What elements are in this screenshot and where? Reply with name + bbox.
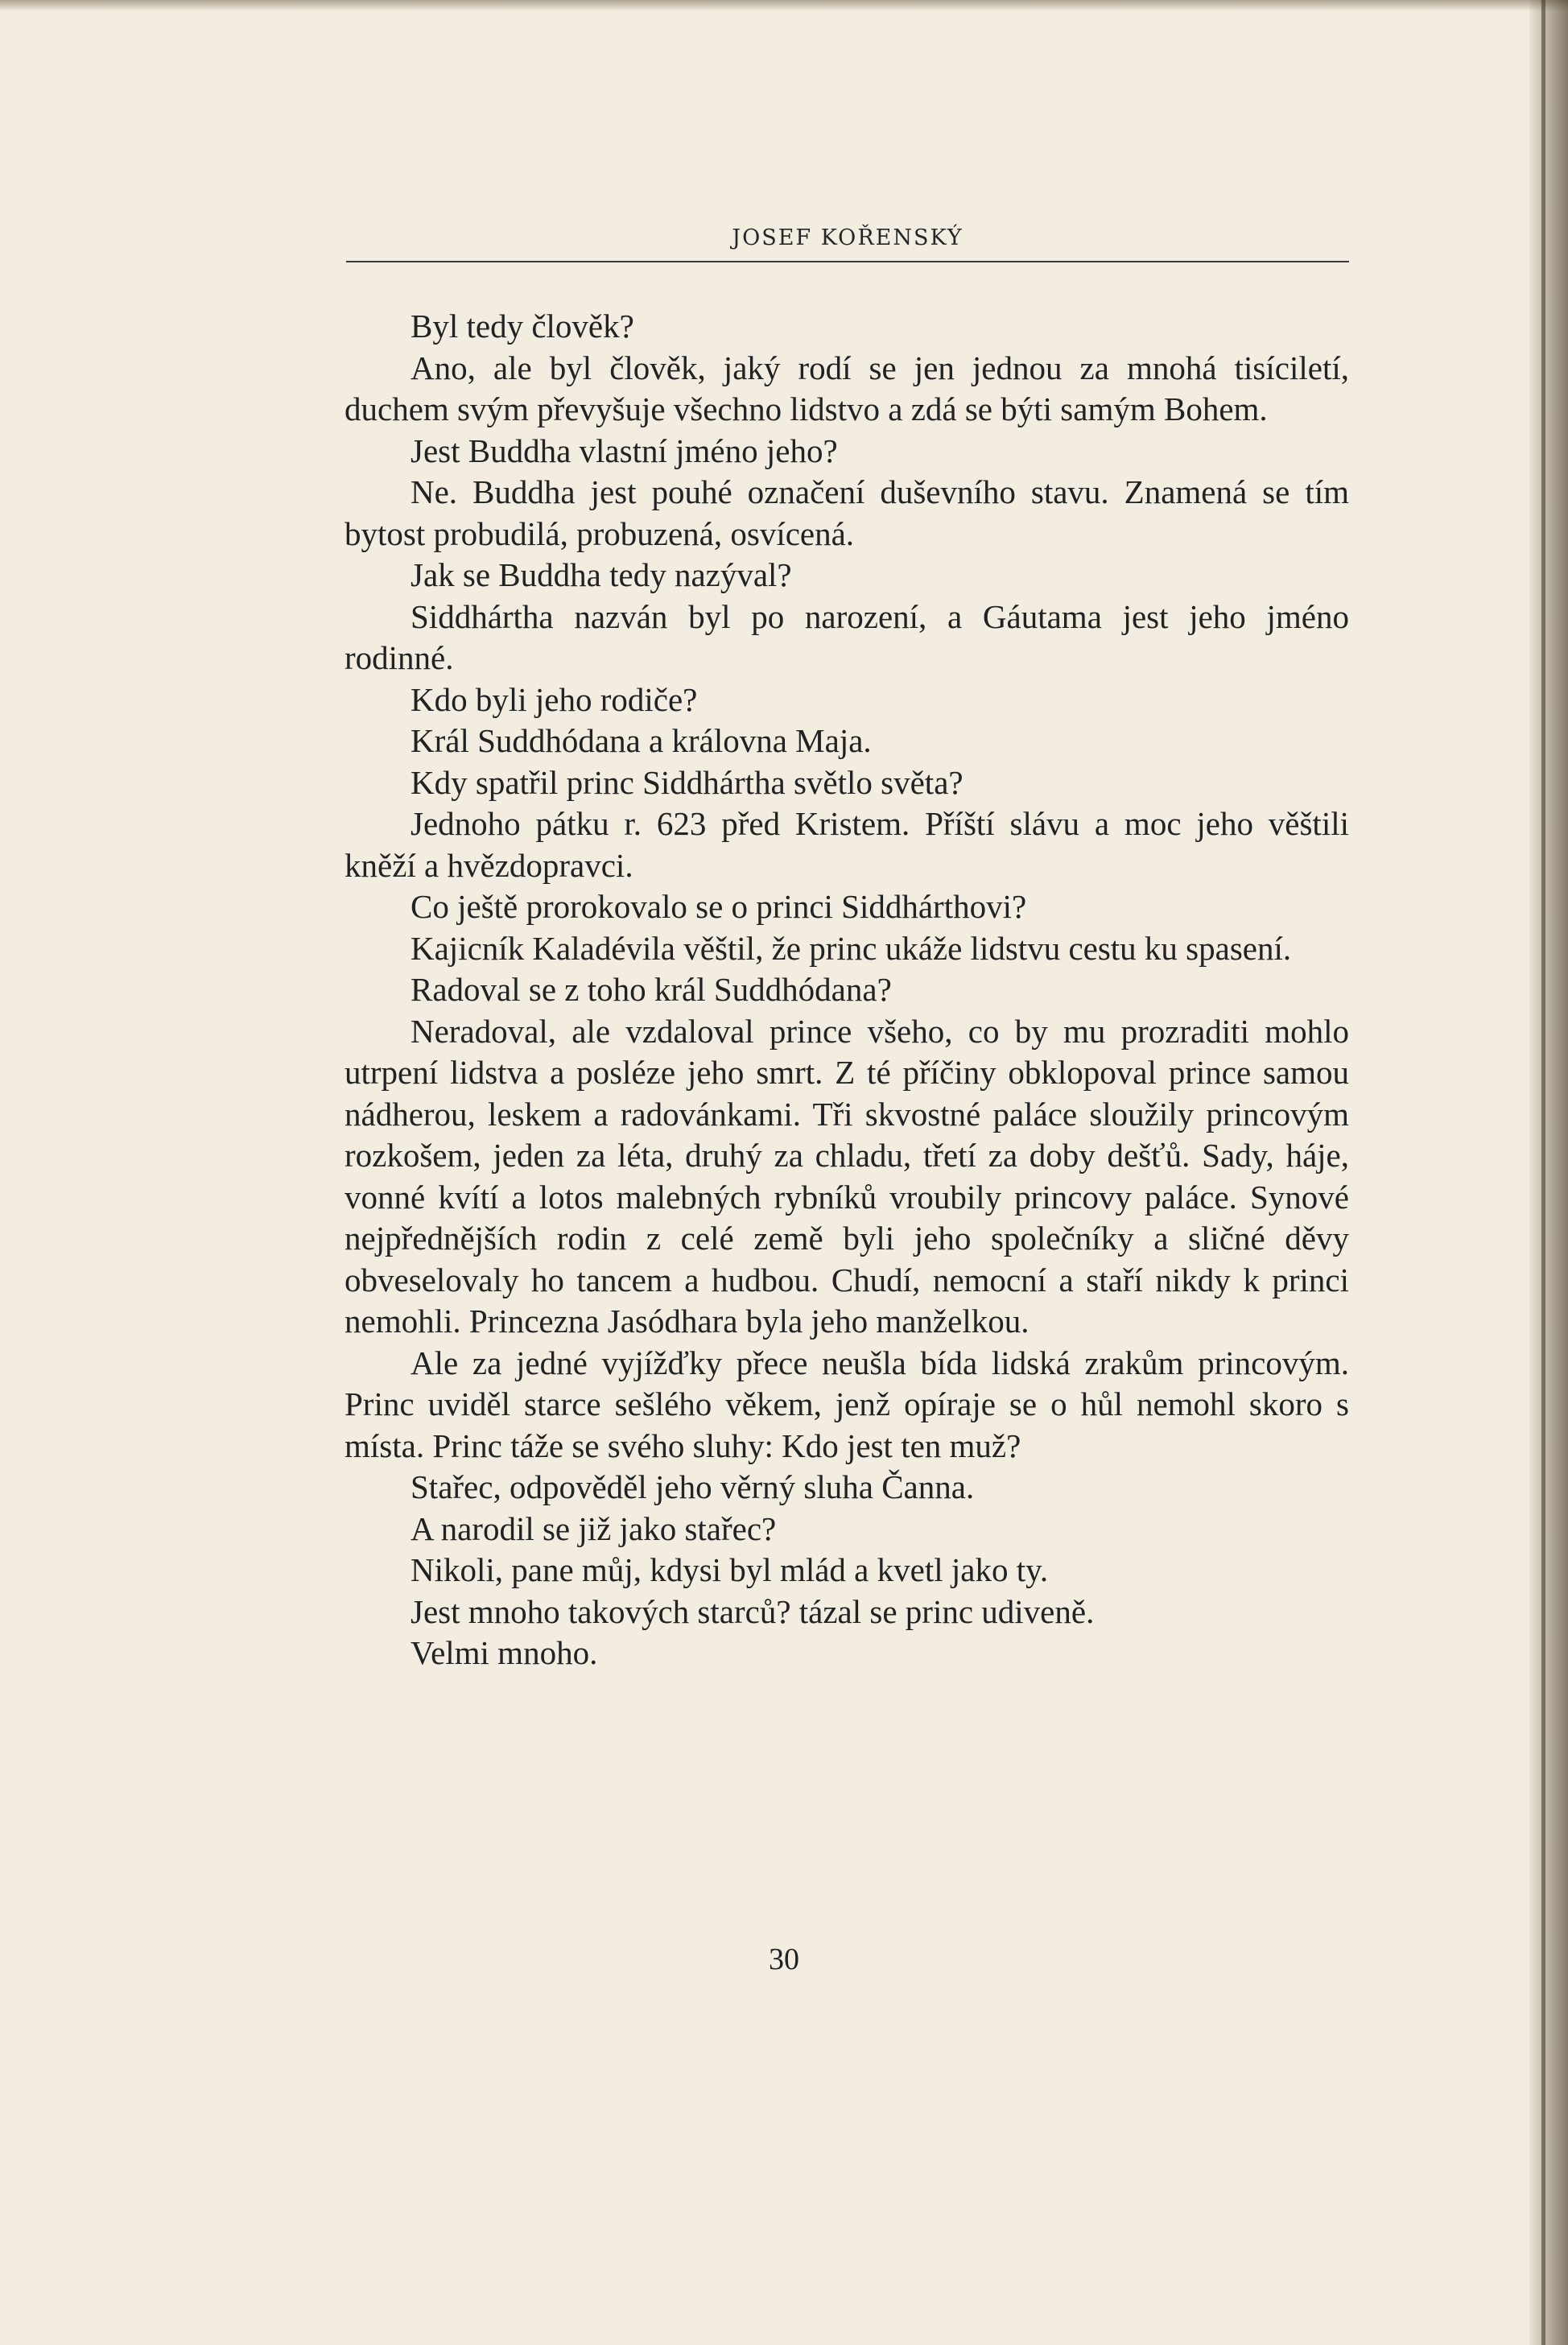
- paragraph: Ne. Buddha jest pouhé označení duševního stavu. Znamená se tím bytost probudilá, probuzená, osvícená.: [345, 473, 1349, 552]
- paragraph: Velmi mnoho.: [411, 1634, 598, 1671]
- page-edge-shadow: [1529, 0, 1568, 2345]
- paragraph: Jest mnoho takových starců? tázal se princ udiveně.: [411, 1592, 1095, 1630]
- paragraph: Jak se Buddha tedy nazýval?: [411, 556, 792, 593]
- paragraph: Kajicník Kaladévila věštil, že princ ukáže lidstvu cestu ku spasení.: [411, 929, 1292, 967]
- paragraph: Byl tedy člověk?: [411, 308, 634, 345]
- page-number: 30: [769, 1942, 799, 1976]
- binding-edge: [1541, 0, 1545, 2345]
- paragraph: Neradoval, ale vzdaloval prince všeho, co by mu prozraditi mohlo utrpení lidstva a posléze jeho smrt. Z té příčiny obklopoval prince samou nádherou, leskem a radovánkami. Tři skvostné paláce sloužily princovým rozkošem, jeden za léta, druhý za chladu, třetí za doby dešťů. Sady, háje, vonné kvítí a lotos malebných rybníků vroubily princovy paláce. Synové nejpřednějších rodin z celé země byli jeho společníky a sličné děvy obveselovaly ho tancem a hudbou. Chudí, nemocní a staří nikdy k princi nemohli. Princezna Jasódhara byla jeho manželkou.: [345, 1012, 1349, 1340]
- paragraph: Nikoli, pane můj, kdysi byl mlád a kvetl jako ty.: [411, 1551, 1049, 1588]
- top-edge-shadow: [0, 0, 1568, 11]
- paragraph: Co ještě prorokovalo se o princi Siddhárthovi?: [411, 888, 1027, 925]
- body-text: [345, 306, 1349, 1674]
- paragraph: A narodil se již jako stařec?: [411, 1509, 777, 1547]
- paragraph: Jednoho pátku r. 623 před Kristem. Příští slávu a moc jeho věštili kněží a hvězdopravci.: [345, 805, 1349, 884]
- paragraph: Siddhártha nazván byl po narození, a Gáutama jest jeho jméno rodinné.: [345, 597, 1349, 676]
- paragraph: Radoval se z toho král Suddhódana?: [411, 971, 892, 1008]
- paragraph: Kdy spatřil princ Siddhártha světlo světa?: [411, 763, 963, 801]
- paragraph: Král Suddhódana a královna Maja.: [411, 722, 872, 759]
- running-head: JOSEF KOŘENSKÝ: [732, 225, 963, 250]
- paragraph: Ano, ale byl člověk, jaký rodí se jen jednou za mnohá tisíciletí, duchem svým převyšuje všechno lidstvo a zdá se býti samým Bohem.: [345, 349, 1349, 427]
- paragraph: Stařec, odpověděl jeho věrný sluha Čanna.: [411, 1468, 975, 1505]
- paragraph: Kdo byli jeho rodiče?: [411, 680, 698, 718]
- paragraph: Jest Buddha vlastní jméno jeho?: [411, 431, 838, 469]
- page-header: [346, 213, 1349, 262]
- paragraph: Ale za jedné vyjížďky přece neušla bída lidská zrakům princovým. Princ uviděl starce sešlého věkem, jenž opíraje se o hůl nemohl skoro s místa. Princ táže se svého sluhy: Kdo jest ten muž?: [345, 1344, 1349, 1464]
